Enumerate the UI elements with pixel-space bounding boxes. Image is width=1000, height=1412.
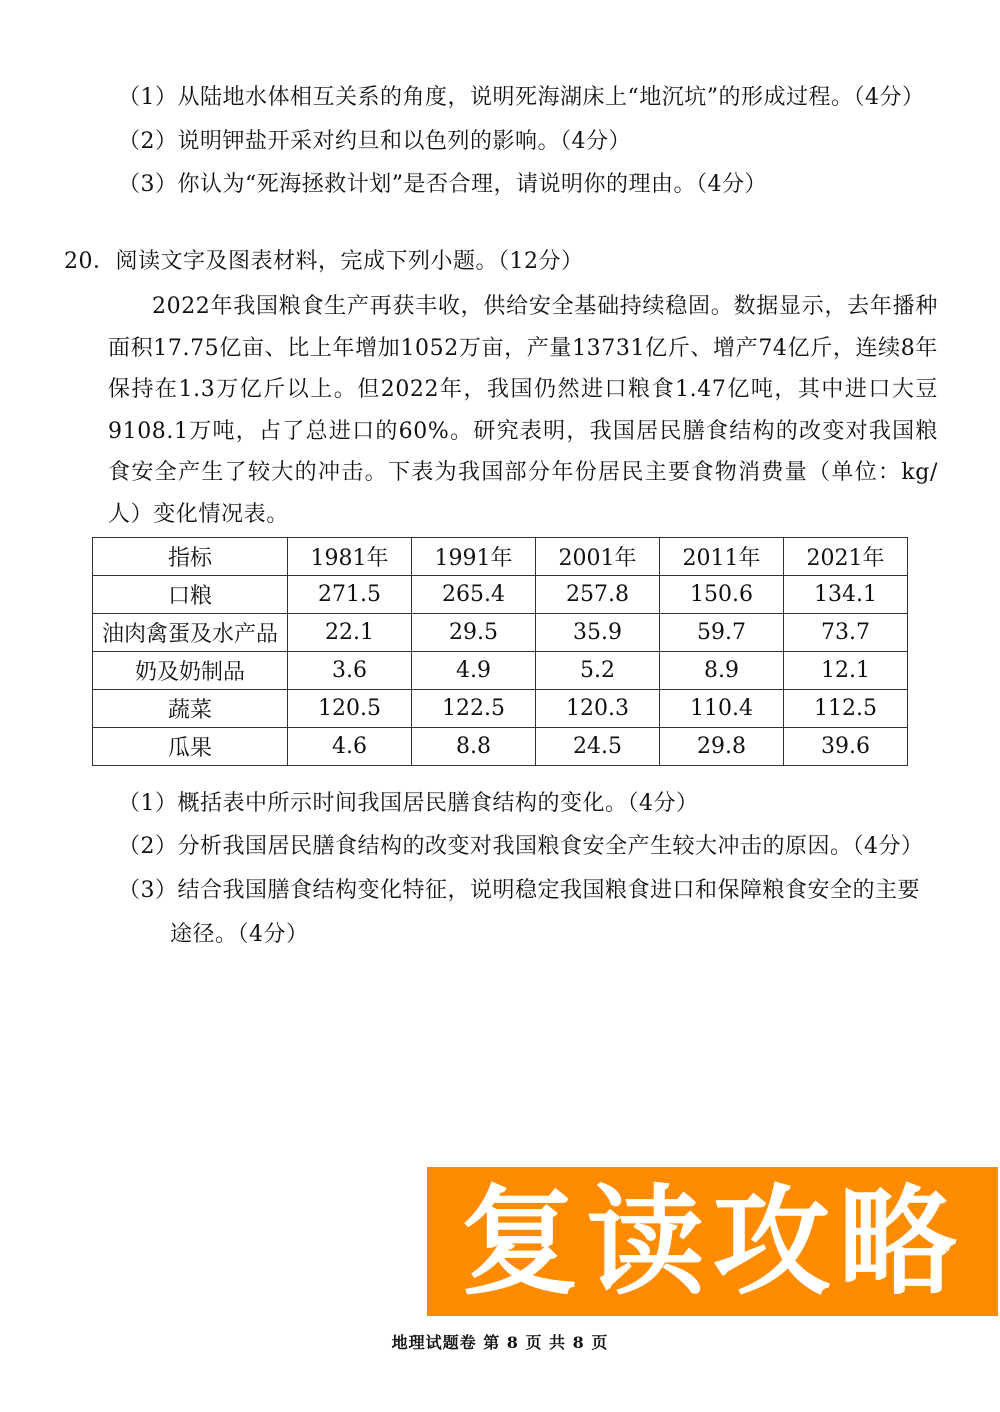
question-20-paragraph: [108, 286, 938, 535]
header-2001: 2001年: [536, 538, 660, 576]
table-row: [93, 614, 908, 652]
watermark-banner: [427, 1167, 998, 1316]
cell: 265.4: [412, 576, 536, 614]
table-row: [93, 576, 908, 614]
q20-sub-question-3-continued: 途径。（4分）: [170, 922, 309, 947]
table-header-row: [93, 538, 908, 576]
cell: 29.5: [412, 614, 536, 652]
table-row: [93, 690, 908, 728]
q20-sub-question-3: （3）结合我国膳食结构变化特征，说明稳定我国粮食进口和保障粮食安全的主要: [118, 878, 920, 903]
cell: 4.6: [288, 728, 412, 766]
paragraph-text: 2022年我国粮食生产再获丰收，供给安全基础持续稳固。数据显示，去年播种面积17.75亿亩、比上年增加1052万亩，产量13731亿斤、增产74亿斤，连续8年保持在1.3万亿斤以上。但2022年，我国仍然进口粮食1.47亿吨，其中进口大豆9108.1万吨，占了总进口的60%。研究表明，我国居民膳食结构的改变对我国粮食安全产生了较大的冲击。下表为我国部分年份居民主要食物消费量（单位：kg/人）变化情况表。: [108, 294, 938, 527]
header-1981: 1981年: [288, 538, 412, 576]
page-footer: 地理试题卷 第 8 页 共 8 页: [391, 1333, 609, 1352]
cell: 134.1: [784, 576, 908, 614]
header-indicator: 指标: [93, 538, 288, 576]
cell: 73.7: [784, 614, 908, 652]
cell: 22.1: [288, 614, 412, 652]
cell: 59.7: [660, 614, 784, 652]
cell: 3.6: [288, 652, 412, 690]
food-consumption-table: [92, 537, 908, 766]
row-label: 蔬菜: [93, 690, 288, 728]
q20-sub-question-1: （1）概括表中所示时间我国居民膳食结构的变化。（4分）: [118, 791, 699, 816]
cell: 120.3: [536, 690, 660, 728]
prev-sub-question-1: （1）从陆地水体相互关系的角度，说明死海湖床上“地沉坑”的形成过程。（4分）: [118, 85, 925, 110]
row-label: 口粮: [93, 576, 288, 614]
cell: 122.5: [412, 690, 536, 728]
cell: 24.5: [536, 728, 660, 766]
cell: 4.9: [412, 652, 536, 690]
cell: 35.9: [536, 614, 660, 652]
header-2011: 2011年: [660, 538, 784, 576]
cell: 110.4: [660, 690, 784, 728]
q20-sub-question-2: （2）分析我国居民膳食结构的改变对我国粮食安全产生较大冲击的原因。（4分）: [118, 834, 924, 859]
cell: 120.5: [288, 690, 412, 728]
watermark-text: 复读攻略: [460, 1172, 965, 1311]
cell: 150.6: [660, 576, 784, 614]
header-1991: 1991年: [412, 538, 536, 576]
header-2021: 2021年: [784, 538, 908, 576]
cell: 8.9: [660, 652, 784, 690]
cell: 39.6: [784, 728, 908, 766]
prev-sub-question-2: （2）说明钾盐开采对约旦和以色列的影响。（4分）: [118, 129, 631, 154]
cell: 8.8: [412, 728, 536, 766]
cell: 5.2: [536, 652, 660, 690]
prev-sub-question-3: （3）你认为“死海拯救计划”是否合理，请说明你的理由。（4分）: [118, 172, 767, 197]
table-row: [93, 728, 908, 766]
cell: 112.5: [784, 690, 908, 728]
row-label: 瓜果: [93, 728, 288, 766]
question-20-title: 20．阅读文字及图表材料，完成下列小题。（12分）: [64, 249, 584, 274]
cell: 271.5: [288, 576, 412, 614]
row-label: 油肉禽蛋及水产品: [93, 614, 288, 652]
cell: 29.8: [660, 728, 784, 766]
cell: 12.1: [784, 652, 908, 690]
row-label: 奶及奶制品: [93, 652, 288, 690]
cell: 257.8: [536, 576, 660, 614]
table-row: [93, 652, 908, 690]
